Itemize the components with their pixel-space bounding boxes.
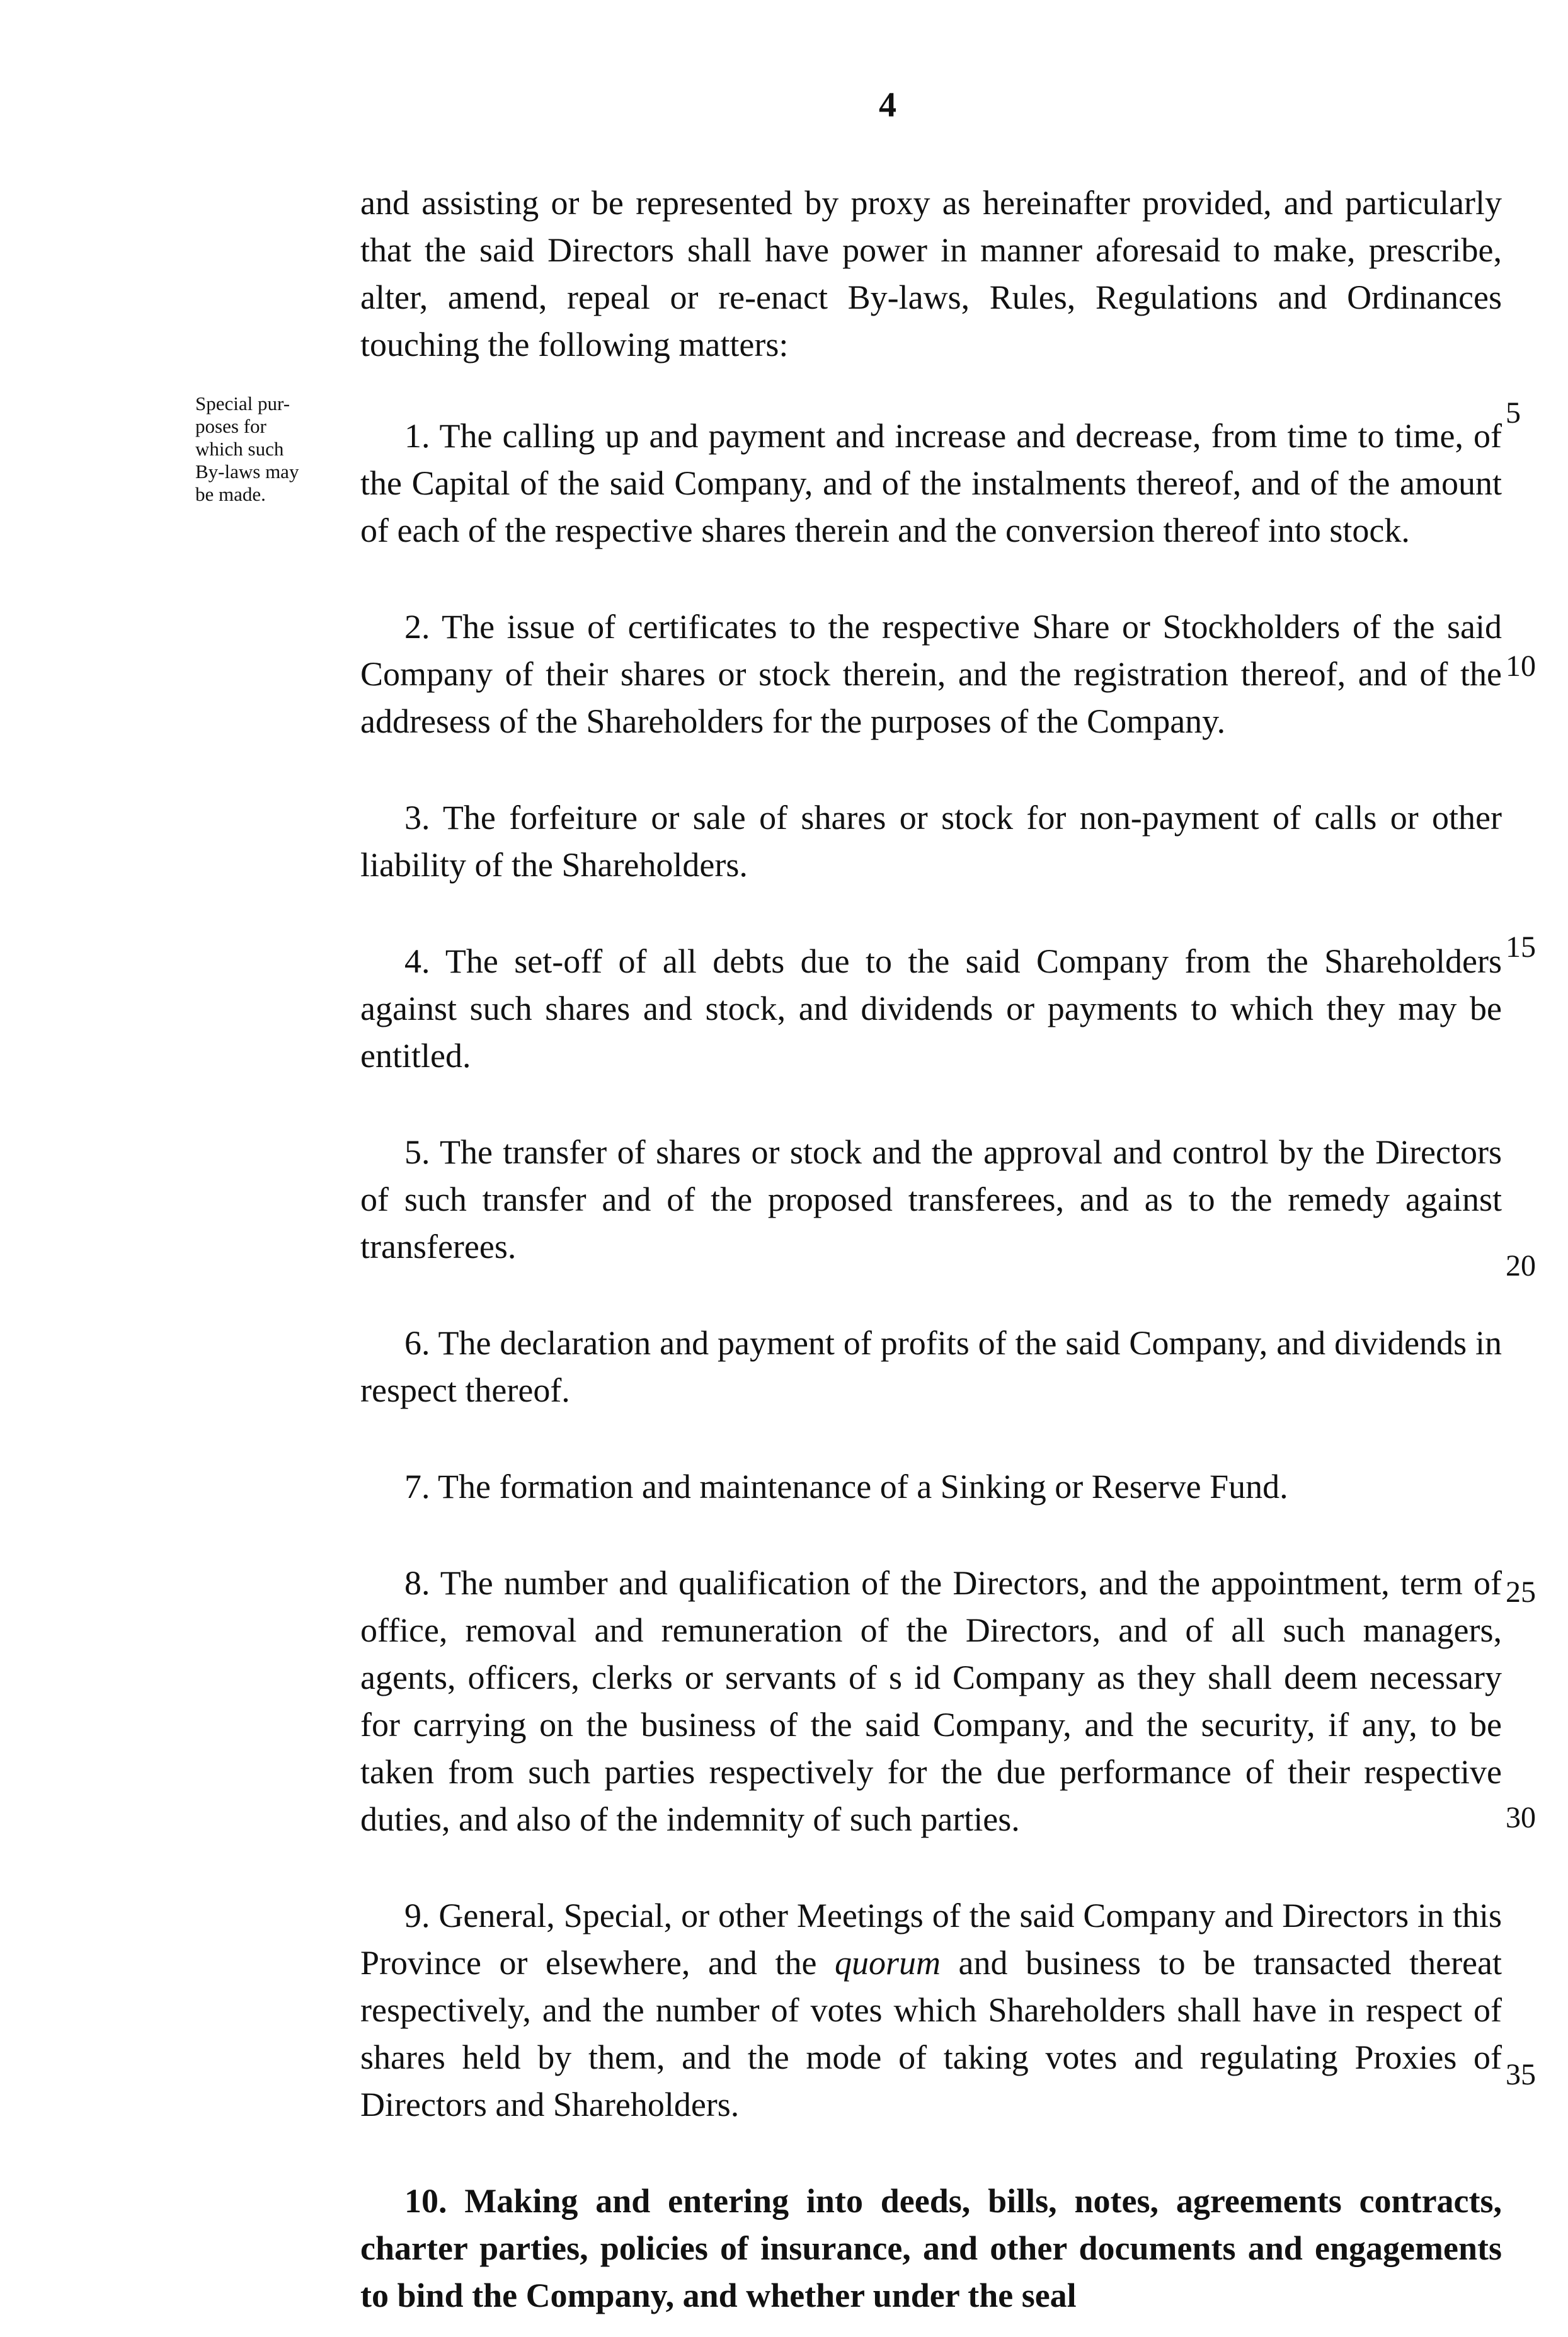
clause-10: [360, 2178, 1502, 2319]
clause-8: [360, 1560, 1502, 1843]
clause-text: and business to be transacted thereat respectively, and the number of votes which Shareholders shall have in respect of shares held by them, and the mode of taking votes and regulating Proxies of Directors and Shareholders.: [360, 1944, 1502, 2123]
clause-number: 4.: [404, 942, 430, 980]
marginal-note: [195, 392, 346, 506]
clause-5: [360, 1129, 1502, 1271]
marginal-note-line: By-laws may: [195, 460, 299, 483]
line-number: 25: [1506, 1575, 1536, 1609]
clause-4: [360, 938, 1502, 1080]
body-text: [360, 180, 1502, 2319]
clause-7: [360, 1463, 1502, 1511]
clause-lead-word: Making: [464, 2182, 578, 2220]
clause-number: 8.: [404, 1564, 430, 1602]
line-number: 5: [1506, 396, 1521, 430]
line-number: 30: [1506, 1801, 1536, 1834]
clause-text: The transfer of shares or stock and the approval and control by the Directors of such transfer and of the proposed transferees, and as to the remedy against transferees.: [360, 1133, 1502, 1266]
clause-3: [360, 794, 1502, 889]
clause-number: 5.: [404, 1133, 430, 1171]
clause-text: and entering into deeds, bills, notes, agreements contracts, charter parties, policies of insurance, and other documents and engagements to bind the Company, and whether under the seal: [360, 2182, 1502, 2314]
page-number: 4: [879, 86, 896, 125]
clause-text: The set-off of all debts due to the said Company from the Shareholders against such shares and stock, and dividends or payments to which they may be entitled.: [360, 942, 1502, 1075]
marginal-note-line: Special pur-: [195, 392, 290, 414]
clause-text: The number and qualification of the Directors, and the appointment, term of office, removal and remuneration of the Directors, and of all such managers, agents, officers, clerks or servants of s id Company as they shall deem necessary for carrying on the business of the said Company, and the security, if any, to be taken from such parties respectively for the due performance of their respective duties, and also of the indemnity of such parties.: [360, 1564, 1502, 1838]
clause-italic-term: quorum: [834, 1944, 941, 1982]
clause-1: [360, 413, 1502, 554]
clause-2: [360, 603, 1502, 745]
clause-number: 6.: [404, 1324, 430, 1362]
clause-number: 9.: [404, 1897, 430, 1934]
marginal-note-line: be made.: [195, 483, 266, 505]
marginal-note-line: which such: [195, 438, 284, 460]
marginal-note-line: poses for: [195, 415, 266, 437]
intro-paragraph: and assisting or be represented by proxy as hereinafter provided, and particularly that the said Directors shall have power in manner aforesaid to make, prescribe, alter, amend, repeal or re-enact By-laws, Rules, Regulations and Ordinances touching the following matters:: [360, 184, 1502, 363]
line-number: 10: [1506, 649, 1536, 683]
clause-text: The issue of certificates to the respective Share or Stockholders of the said Company of their shares or stock therein, and the registration thereof, and of the addresess of the Shareholders for the purposes of the Company.: [360, 608, 1502, 740]
clause-text: The formation and maintenance of a Sinking or Reserve Fund.: [438, 1468, 1288, 1506]
clause-number: 7.: [404, 1468, 430, 1506]
clause-number: 3.: [404, 799, 430, 837]
clause-text: The declaration and payment of profits of the said Company, and dividends in respect thereof.: [360, 1324, 1502, 1409]
clause-text: The calling up and payment and increase and decrease, from time to time, of the Capital of the said Company, and of the instalments thereof, and of the amount of each of the respective shares therein and the conversion thereof into stock.: [360, 417, 1502, 549]
line-number: 35: [1506, 2058, 1536, 2091]
clause-number: 2.: [404, 608, 430, 646]
clause-9: [360, 1892, 1502, 2128]
clause-text: General, Special, or other Meetings of the said Company and Directors in this Province or elsewhere, and the: [360, 1897, 1502, 1982]
clause-6: [360, 1320, 1502, 1414]
line-number: 15: [1506, 930, 1536, 964]
clause-text: The forfeiture or sale of shares or stock for non-payment of calls or other liability of the Shareholders.: [360, 799, 1502, 884]
clause-number: 10.: [404, 2182, 447, 2220]
clause-number: 1.: [404, 417, 430, 455]
line-number: 20: [1506, 1249, 1536, 1283]
